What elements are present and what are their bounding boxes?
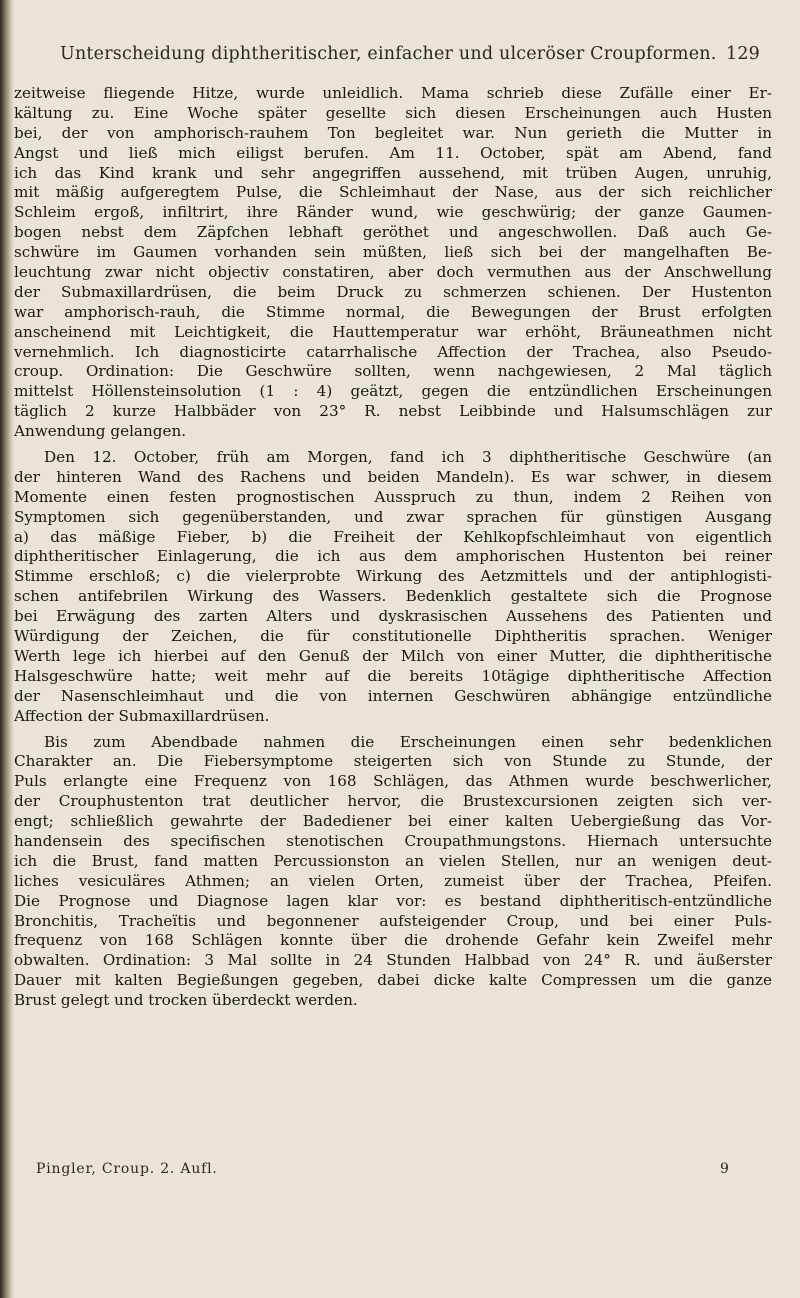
text-line: Symptomen sich gegenüberstanden, und zwar sprachen für günstigen Ausgang: [14, 507, 772, 526]
paragraph-end-line: Brust gelegt und trocken überdeckt werden.: [14, 991, 358, 1010]
text-line: bogen nebst dem Zäpfchen lebhaft geröthet und angeschwollen. Daß auch Ge-: [14, 223, 772, 242]
text-line: ich das Kind krank und sehr angegriffen aussehend, mit trüben Augen, unruhig,: [14, 163, 772, 182]
text-line: Charakter an. Die Fiebersymptome steigerten sich von Stunde zu Stunde, der: [14, 752, 772, 771]
body-text: [14, 84, 772, 1011]
text-line: ich die Brust, fand matten Percussionston an vielen Stellen, nur an wenigen deut-: [14, 851, 772, 870]
text-line: kältung zu. Eine Woche später gesellte sich diesen Erscheinungen auch Husten: [14, 103, 772, 122]
text-line: handensein des specifischen stenotischen Croupathmungstons. Hiernach untersuchte: [14, 831, 772, 850]
page-number: 129: [725, 44, 760, 64]
text-line: Schleim ergoß, infiltrirt, ihre Ränder wund, wie geschwürig; der ganze Gaumen-: [14, 203, 772, 222]
text-line: engt; schließlich gewahrte der Badediener bei einer kalten Uebergießung das Vor-: [14, 812, 772, 831]
text-line: der Submaxillardrüsen, die beim Druck zu schmerzen schienen. Der Hustenton: [14, 282, 772, 301]
text-line: frequenz von 168 Schlägen konnte über die drohende Gefahr kein Zweifel mehr: [14, 931, 772, 950]
text-line: schen antifebrilen Wirkung des Wassers. Bedenklich gestaltete sich die Prognose: [14, 587, 772, 606]
text-line: schwüre im Gaumen vorhanden sein müßten, ließ sich bei der mangelhaften Be-: [14, 243, 772, 262]
text-line: Die Prognose und Diagnose lagen klar vor: es bestand diphtheritisch-entzündliche: [14, 891, 772, 910]
text-line: Bronchitis, Tracheïtis und begonnener aufsteigender Croup, und bei einer Puls-: [14, 911, 772, 930]
text-line: Dauer mit kalten Begießungen gegeben, dabei dicke kalte Compressen um die ganze: [14, 971, 772, 990]
text-line: diphtheritischer Einlagerung, die ich aus dem amphorischen Hustenton bei reiner: [14, 547, 772, 566]
signature-number: 9: [720, 1161, 729, 1177]
paragraph-end-line: Anwendung gelangen.: [14, 422, 187, 441]
text-line: Halsgeschwüre hatte; weit mehr auf die bereits 10tägige diphtheritische Affection: [14, 666, 772, 685]
running-head-title: Unterscheidung diphtheritischer, einfacher und ulceröser Croupformen.: [60, 44, 717, 64]
text-line: Momente einen festen prognostischen Ausspruch zu thun, indem 2 Reihen von: [14, 487, 772, 506]
text-line: war amphorisch-rauh, die Stimme normal, die Bewegungen der Brust erfolgten: [14, 302, 772, 321]
paragraph-start-line: Den 12. October, früh am Morgen, fand ich 3 diphtheritische Geschwüre (an: [44, 448, 772, 467]
text-line: vernehmlich. Ich diagnosticirte catarrhalische Affection der Trachea, also Pseudo-: [14, 342, 772, 361]
paragraph-start-line: Bis zum Abendbade nahmen die Erscheinungen einen sehr bedenklichen: [44, 732, 772, 751]
text-line: Werth lege ich hierbei auf den Genuß der Milch von einer Mutter, die diphtheritische: [14, 646, 772, 665]
text-line: liches vesiculäres Athmen; an vielen Orten, zumeist über der Trachea, Pfeifen.: [14, 871, 772, 890]
text-line: Puls erlangte eine Frequenz von 168 Schlägen, das Athmen wurde beschwerlicher,: [14, 772, 772, 791]
text-line: a) das mäßige Fieber, b) die Freiheit der Kehlkopfschleimhaut von eigentlich: [14, 527, 772, 546]
text-line: der Nasenschleimhaut und die von internen Geschwüren abhängige entzündliche: [14, 686, 772, 705]
text-line: bei, der von amphorisch-rauhem Ton begleitet war. Nun gerieth die Mutter in: [14, 123, 772, 142]
text-line: der Crouphustenton trat deutlicher hervor, die Brustexcursionen zeigten sich ver-: [14, 792, 772, 811]
text-line: Angst und ließ mich eiligst berufen. Am 11. October, spät am Abend, fand: [14, 143, 772, 162]
text-line: zeitweise fliegende Hitze, wurde unleidlich. Mama schrieb diese Zufälle einer Er-: [14, 84, 772, 102]
text-line: leuchtung zwar nicht objectiv constatiren, aber doch vermuthen aus der Anschwellung: [14, 263, 772, 282]
text-line: bei Erwägung des zarten Alters und dyskrasischen Aussehens des Patienten und: [14, 607, 772, 626]
text-line: Stimme erschloß; c) die vielerprobte Wirkung des Aetzmittels und der antiphlogisti-: [14, 567, 772, 586]
text-line: der hinteren Wand des Rachens und beiden Mandeln). Es war schwer, in diesem: [14, 467, 772, 486]
signature-mark: Pingler, Croup. 2. Aufl.: [36, 1161, 218, 1177]
text-line: mittelst Höllensteinsolution (1 : 4) geätzt, gegen die entzündlichen Erscheinungen: [14, 382, 772, 401]
text-line: Würdigung der Zeichen, die für constitutionelle Diphtheritis sprachen. Weniger: [14, 627, 772, 646]
text-line: mit mäßig aufgeregtem Pulse, die Schleimhaut der Nase, aus der sich reichlicher: [14, 183, 772, 202]
text-line: obwalten. Ordination: 3 Mal sollte in 24 Stunden Halbbad von 24° R. und äußerster: [14, 951, 772, 970]
text-line: täglich 2 kurze Halbbäder von 23° R. nebst Leibbinde und Halsumschlägen zur: [14, 402, 772, 421]
text-line: croup. Ordination: Die Geschwüre sollten, wenn nachgewiesen, 2 Mal täglich: [14, 362, 772, 381]
text-line: anscheinend mit Leichtigkeit, die Hauttemperatur war erhöht, Bräuneathmen nicht: [14, 322, 772, 341]
paragraph-end-line: Affection der Submaxillardrüsen.: [14, 706, 270, 725]
